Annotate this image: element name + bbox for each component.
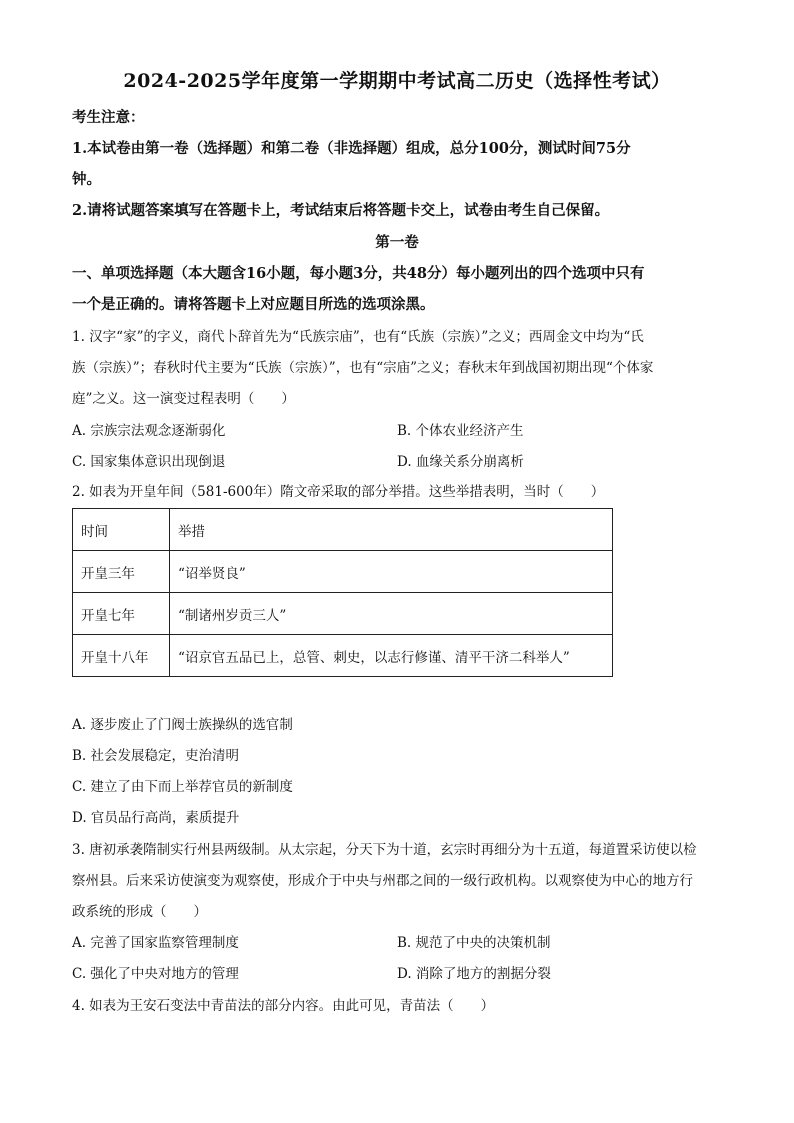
part1-instructions-line-1: 一、单项选择题（本大题含16小题，每小题3分，共48分）每小题列出的四个选项中只有 <box>72 265 645 282</box>
table-row <box>73 551 613 593</box>
q3-stem-line-3: 政系统的形成（ ） <box>72 904 207 920</box>
notice-item-1-line-2: 钟。 <box>72 171 101 188</box>
q1-stem-line-3: 庭”之义。这一演变过程表明（ ） <box>72 391 295 407</box>
q3-stem-line-1: 3. 唐初承袭隋制实行州县两级制。从太宗起，分天下为十道，玄宗时再细分为十五道，每道置采访使以检 <box>72 842 697 858</box>
notice-item-2: 2.请将试题答案填写在答题卡上，考试结束后将答题卡交上，试卷由考生自己保留。 <box>72 202 610 219</box>
table-row <box>73 593 613 635</box>
table-cell-time: 开皇十八年 <box>73 635 170 677</box>
q3-option-c: C. 强化了中央对地方的管理 <box>72 966 239 982</box>
q1-option-c: C. 国家集体意识出现倒退 <box>72 454 226 470</box>
q3-option-d: D. 消除了地方的割据分裂 <box>397 966 551 982</box>
table-header-measures: 举措 <box>170 509 613 551</box>
page-title: 2024-2025学年度第一学期期中考试高二历史（选择性考试） <box>123 70 671 92</box>
q1-option-a: A. 宗族宗法观念逐渐弱化 <box>72 423 226 439</box>
table-cell-time: 开皇七年 <box>73 593 170 635</box>
q2-option-a: A. 逐步废止了门阀士族操纵的选官制 <box>72 717 293 733</box>
table-cell-measure: “制诸州岁贡三人” <box>170 593 613 635</box>
q1-option-b: B. 个体农业经济产生 <box>397 423 524 439</box>
q3-option-a: A. 完善了国家监察管理制度 <box>72 935 239 951</box>
section-title: 第一卷 <box>375 234 419 251</box>
q1-stem-line-2: 族（宗族）”；春秋时代主要为“氏族（宗族）”，也有“宗庙”之义；春秋末年到战国初期出现“个体家 <box>72 360 654 376</box>
notice-heading: 考生注意： <box>72 109 145 126</box>
q2-option-b: B. 社会发展稳定，吏治清明 <box>72 748 240 764</box>
table-cell-measure: “诏举贤良” <box>170 551 613 593</box>
table-row <box>73 635 613 677</box>
q2-stem: 2. 如表为开皇年间（581-600年）隋文帝采取的部分举措。这些举措表明，当时（ ） <box>72 484 605 500</box>
q1-option-d: D. 血缘关系分崩离析 <box>397 454 524 470</box>
q2-option-c: C. 建立了由下而上举荐官员的新制度 <box>72 779 293 795</box>
q2-option-d: D. 官员品行高尚，素质提升 <box>72 810 240 826</box>
q2-table <box>72 508 613 677</box>
q3-stem-line-2: 察州县。后来采访使演变为观察使，形成介于中央与州郡之间的一级行政机构。以观察使为中心的地方行 <box>72 873 693 889</box>
table-header-row <box>73 509 613 551</box>
q3-option-b: B. 规范了中央的决策机制 <box>397 935 551 951</box>
q1-stem-line-1: 1. 汉字“家”的字义，商代卜辞首先为“氏族宗庙”，也有“氏族（宗族）”之义；西周金文中均为“氏 <box>72 329 644 345</box>
table-cell-time: 开皇三年 <box>73 551 170 593</box>
notice-item-1-line-1: 1.本试卷由第一卷（选择题）和第二卷（非选择题）组成，总分100分，测试时间75分 <box>72 140 631 157</box>
table-cell-measure: “诏京官五品已上，总管、刺史，以志行修谨、清平干济二科举人” <box>170 635 613 677</box>
part1-instructions-line-2: 一个是正确的。请将答题卡上对应题目所选的选项涂黑。 <box>72 296 435 313</box>
q4-stem: 4. 如表为王安石变法中青苗法的部分内容。由此可见，青苗法（ ） <box>72 998 495 1014</box>
table-header-time: 时间 <box>73 509 170 551</box>
